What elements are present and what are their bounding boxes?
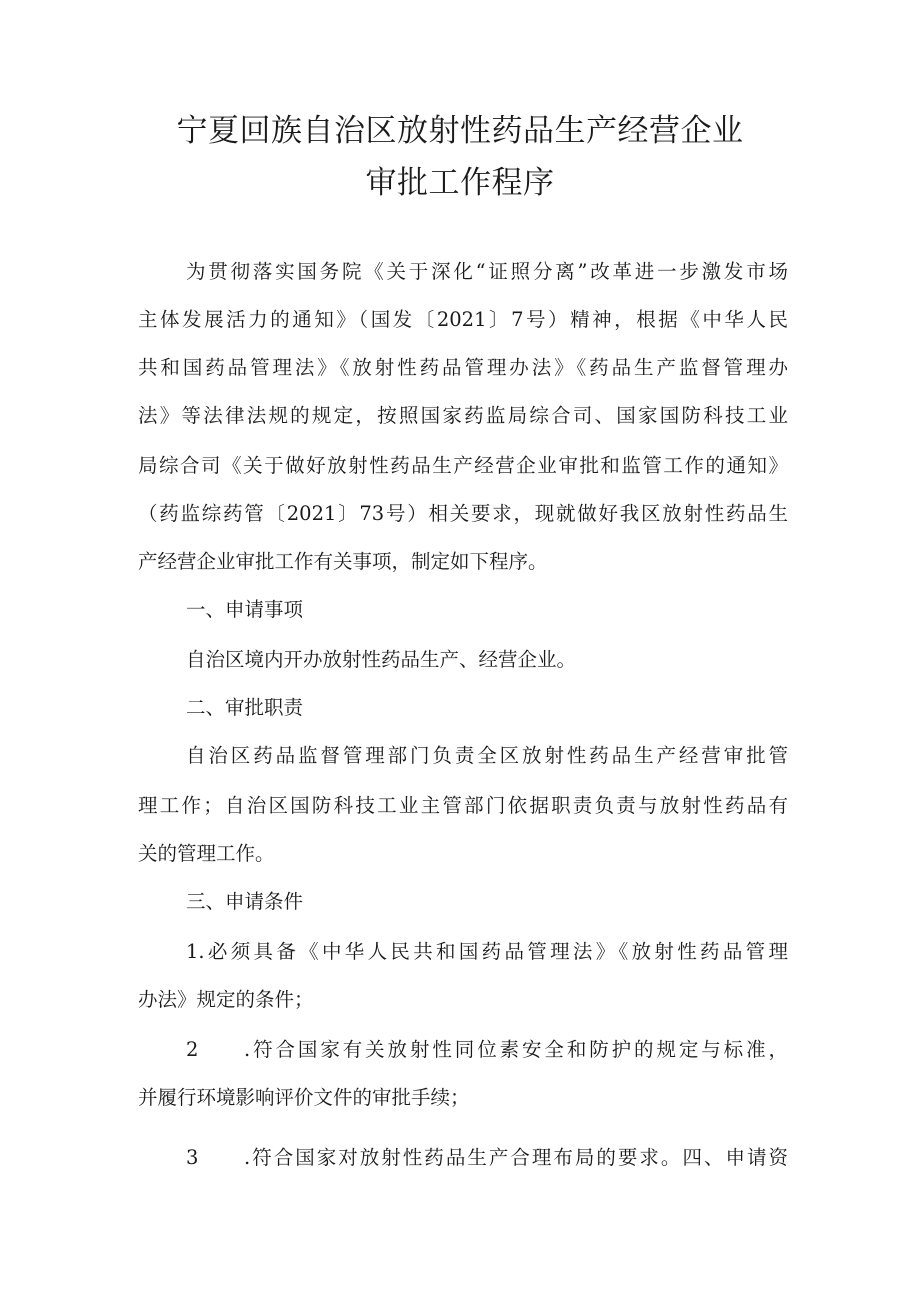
intro-line-5: 局综合司《关于做好放射性药品生产经营企业审批和监管工作的通知》 [138,454,788,477]
intro-line-7: 产经营企业审批工作有关事项，制定如下程序。 [138,550,548,573]
section1-line-1: 自治区境内开办放射性药品生产、经营企业。 [186,648,577,671]
intro-line-2: 主体发展活力的通知》（国发〔2021〕7号）精神，根据《中华人民 [138,308,788,331]
intro-line-6: （药监综药管〔2021〕73号）相关要求，现就做好我区放射性药品生 [138,502,788,525]
condition-item-3-line-1 [186,1148,788,1168]
condition-item-2-number: 2 [186,1038,199,1061]
intro-line-4: 法》等法律法规的规定，按照国家药监局综合司、国家国防科技工业 [138,404,788,427]
document-title-line-2: 审批工作程序 [365,165,555,201]
condition-item-2-line-1 [186,1040,788,1060]
condition-item-1-text: .必须具备《中华人民共和国药品管理法》《放射性药品管理 [198,940,788,963]
section-heading-application-conditions: 三、申请条件 [186,890,304,913]
section2-line-3: 关的管理工作。 [138,842,275,865]
condition-item-1-number: 1 [186,940,199,963]
condition-item-3-text: .符合国家对放射性药品生产合理布局的要求。四、申请资 [244,1146,788,1169]
condition-item-2-line-2: 并履行环境影响评价文件的审批手续； [138,1086,470,1109]
condition-item-2-text: .符合国家有关放射性同位素安全和防护的规定与标准， [244,1038,788,1061]
condition-item-1-line-1 [186,942,788,962]
condition-item-3-number: 3 [186,1146,199,1169]
section-heading-application-matters: 一、申请事项 [186,598,304,621]
intro-line-1: 为贯彻落实国务院《关于深化“证照分离”改革进一步激发市场 [186,260,788,283]
intro-line-3: 共和国药品管理法》《放射性药品管理办法》《药品生产监督管理办 [138,356,788,379]
condition-item-1-line-2: 办法》规定的条件； [138,988,314,1011]
document-title-line-1: 宁夏回族自治区放射性药品生产经营企业 [176,113,744,149]
section-heading-approval-duties: 二、审批职责 [186,696,304,719]
section2-line-1: 自治区药品监督管理部门负责全区放射性药品生产经营审批管 [186,744,788,767]
section2-line-2: 理工作；自治区国防科技工业主管部门依据职责负责与放射性药品有 [138,794,788,817]
